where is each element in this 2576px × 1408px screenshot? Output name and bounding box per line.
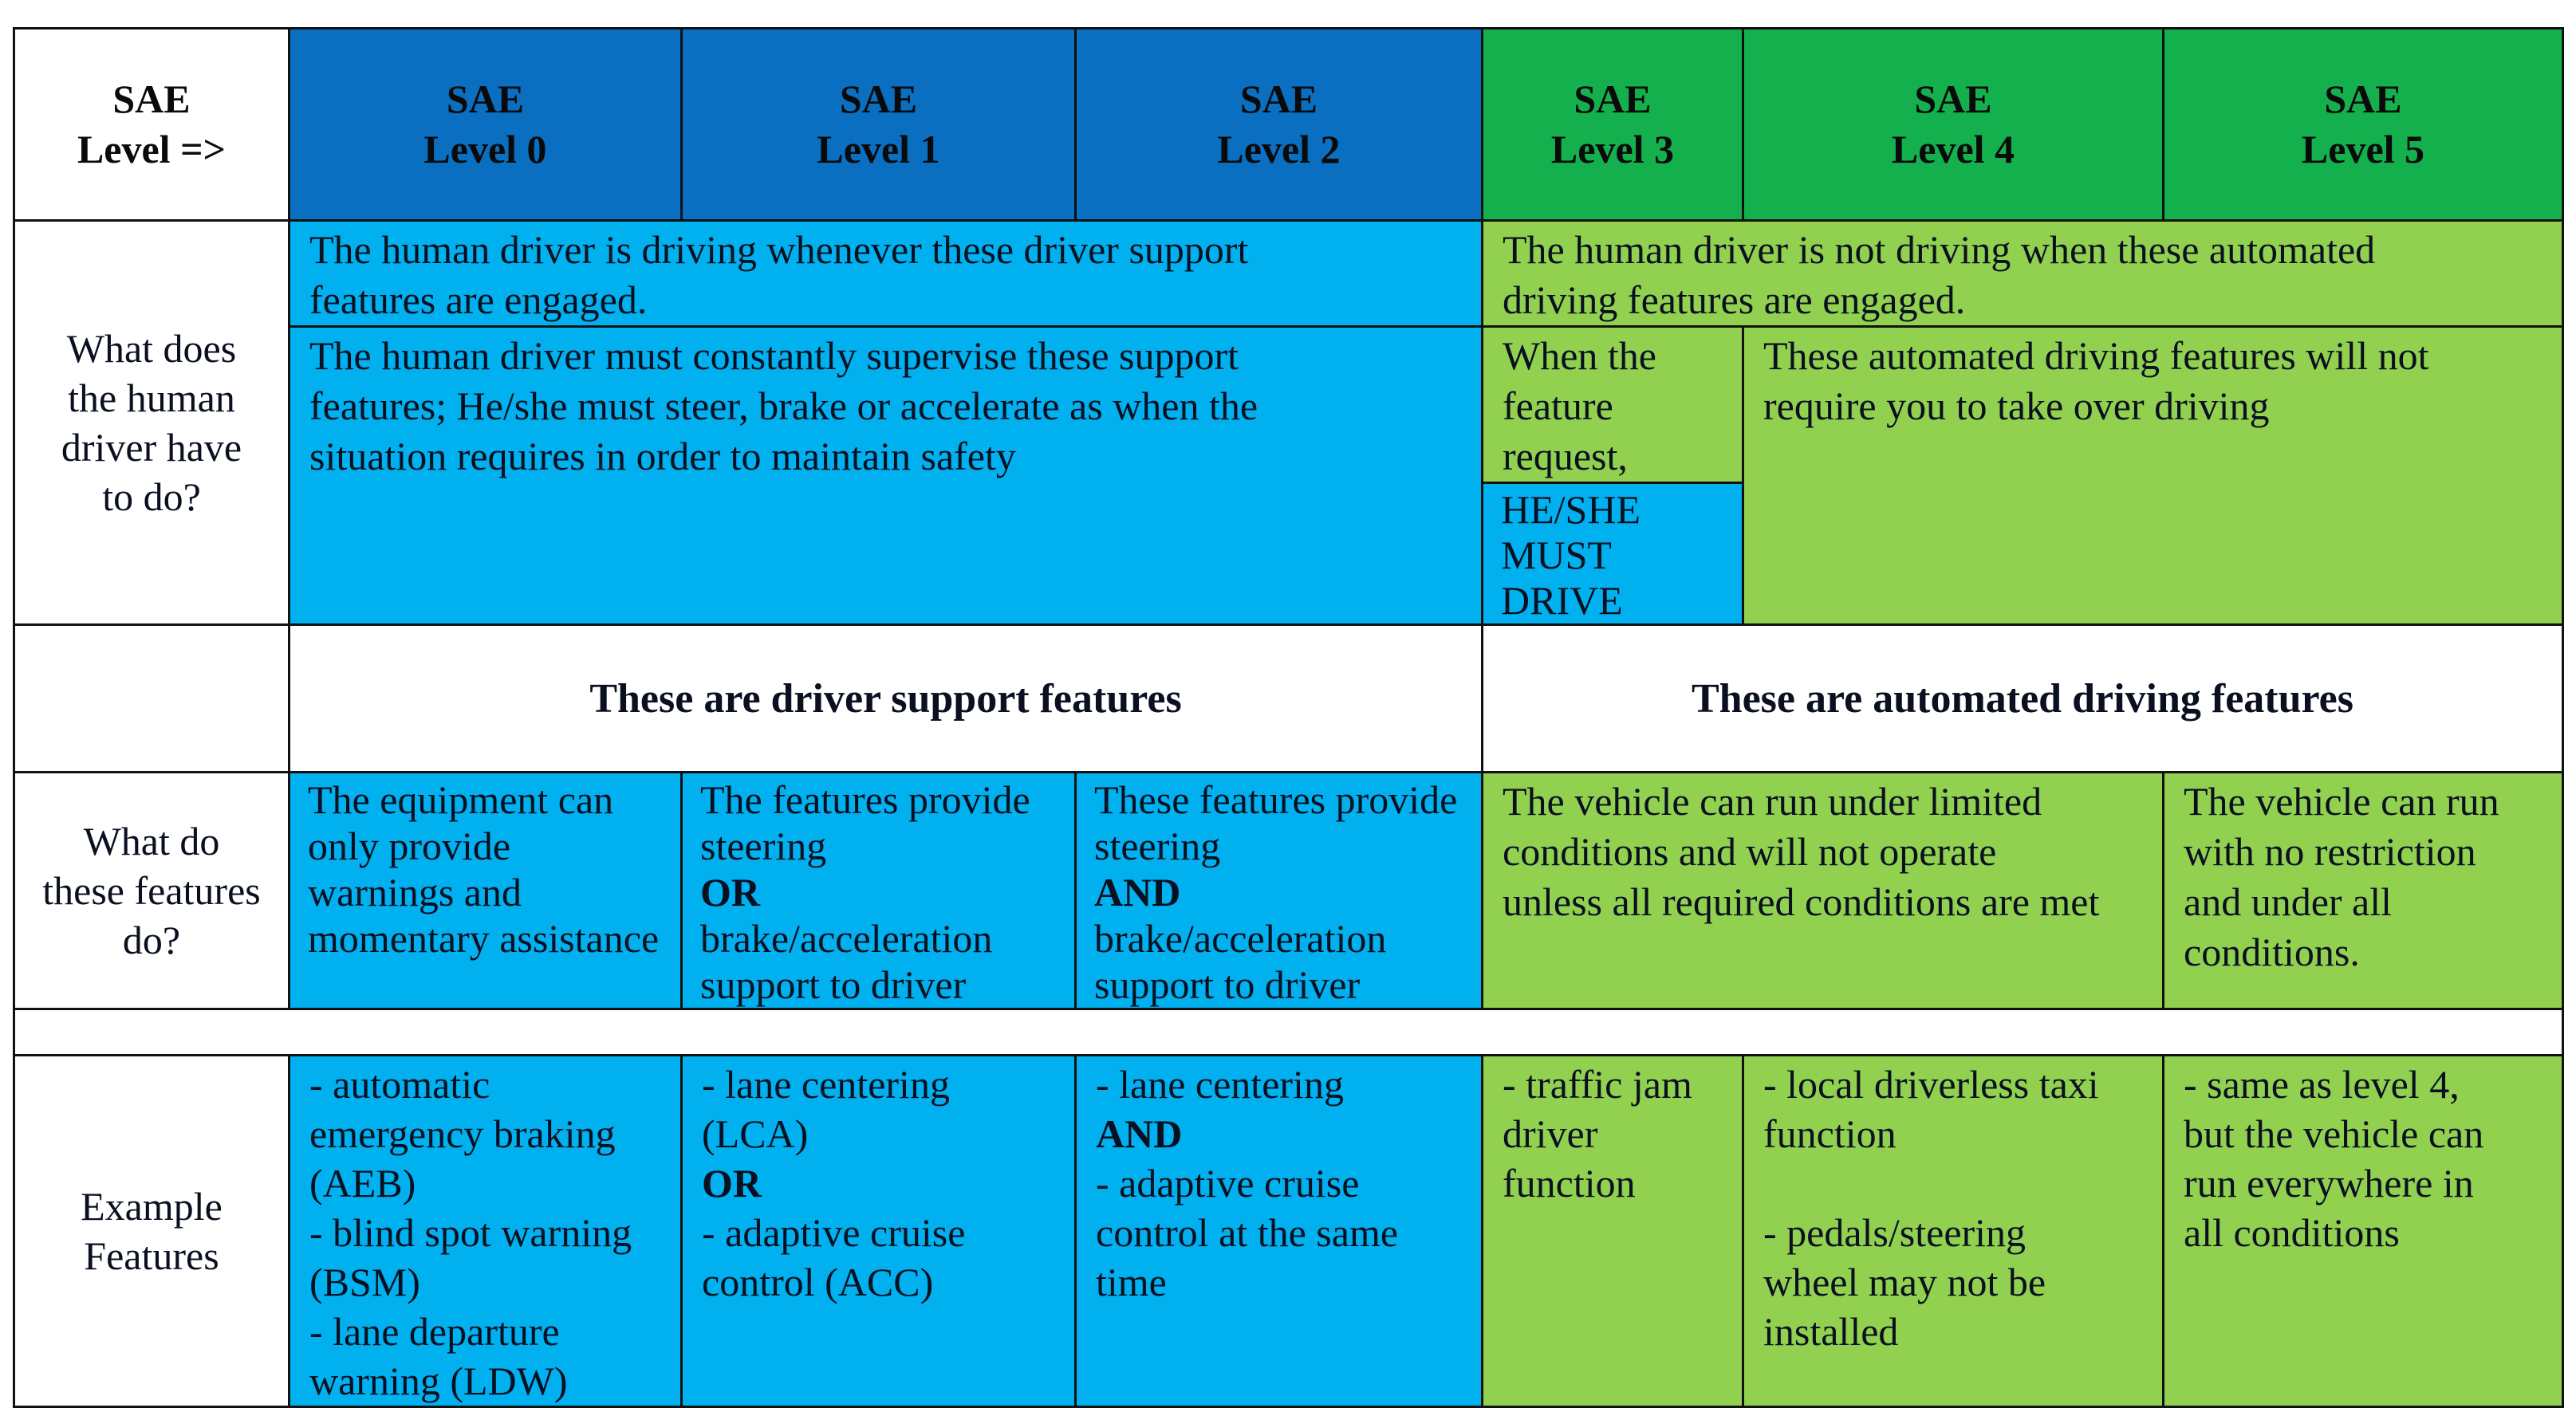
level-3-4-features-cell: The vehicle can run under limited conditions and will not operate unless all required conditions are met (1483, 773, 2164, 1009)
level-0-features-cell: The equipment can only provide warnings and momentary assistance (290, 773, 682, 1009)
support-driving-cell: The human driver is driving whenever these driver support features are engaged. (290, 221, 1483, 327)
level-3-request-cell: When the feature request, (1483, 327, 1743, 483)
level-4-header: SAE Level 4 (1743, 29, 2164, 221)
automated-no-takeover-cell: These automated driving features will not require you to take over driving (1743, 327, 2563, 625)
header-row (14, 29, 2563, 221)
corner-header: SAE Level => (14, 29, 290, 221)
level-0-header: SAE Level 0 (290, 29, 682, 221)
human-driver-row-middle (14, 327, 2563, 483)
human-driver-row-label: What does the human driver have to do? (14, 221, 290, 625)
level-1-header: SAE Level 1 (682, 29, 1076, 221)
sae-levels-table (13, 27, 2564, 1408)
level-1-examples-cell: - lane centering (LCA) OR - adaptive cruise control (ACC) (682, 1056, 1076, 1407)
spacer-cell (14, 1009, 2563, 1056)
category-row (14, 625, 2563, 773)
level-5-features-cell: The vehicle can run with no restriction and under all conditions. (2164, 773, 2563, 1009)
category-row-label (14, 625, 290, 773)
support-supervise-cell: The human driver must constantly supervise these support features; He/she must steer, brake or accelerate as when the situation requires in order to maintain safety (290, 327, 1483, 625)
sae-levels-table-wrapper (13, 27, 2564, 1408)
level-5-header: SAE Level 5 (2164, 29, 2563, 221)
level-3-header: SAE Level 3 (1483, 29, 1743, 221)
examples-row (14, 1056, 2563, 1407)
level-3-examples-cell: - traffic jam driver function (1483, 1056, 1743, 1407)
level-2-examples-cell: - lane centering AND - adaptive cruise control at the same time (1076, 1056, 1483, 1407)
automated-driving-category: These are automated driving features (1483, 625, 2563, 773)
level-2-features-cell: These features provide steering AND brake/acceleration support to driver (1076, 773, 1483, 1009)
features-row-label: What do these features do? (14, 773, 290, 1009)
level-1-features-cell: The features provide steering OR brake/acceleration support to driver (682, 773, 1076, 1009)
features-row (14, 773, 2563, 1009)
level-0-examples-cell: - automatic emergency braking (AEB) - blind spot warning (BSM) - lane departure warning (LDW) (290, 1056, 682, 1407)
level-3-must-drive-cell: HE/SHE MUST DRIVE (1483, 483, 1743, 625)
driver-support-category: These are driver support features (290, 625, 1483, 773)
human-driver-row-top (14, 221, 2563, 327)
spacer-row (14, 1009, 2563, 1056)
examples-row-label: Example Features (14, 1056, 290, 1407)
level-2-header: SAE Level 2 (1076, 29, 1483, 221)
automated-driving-cell: The human driver is not driving when these automated driving features are engaged. (1483, 221, 2563, 327)
level-4-examples-cell: - local driverless taxi function - pedals/steering wheel may not be installed (1743, 1056, 2164, 1407)
level-5-examples-cell: - same as level 4, but the vehicle can run everywhere in all conditions (2164, 1056, 2563, 1407)
